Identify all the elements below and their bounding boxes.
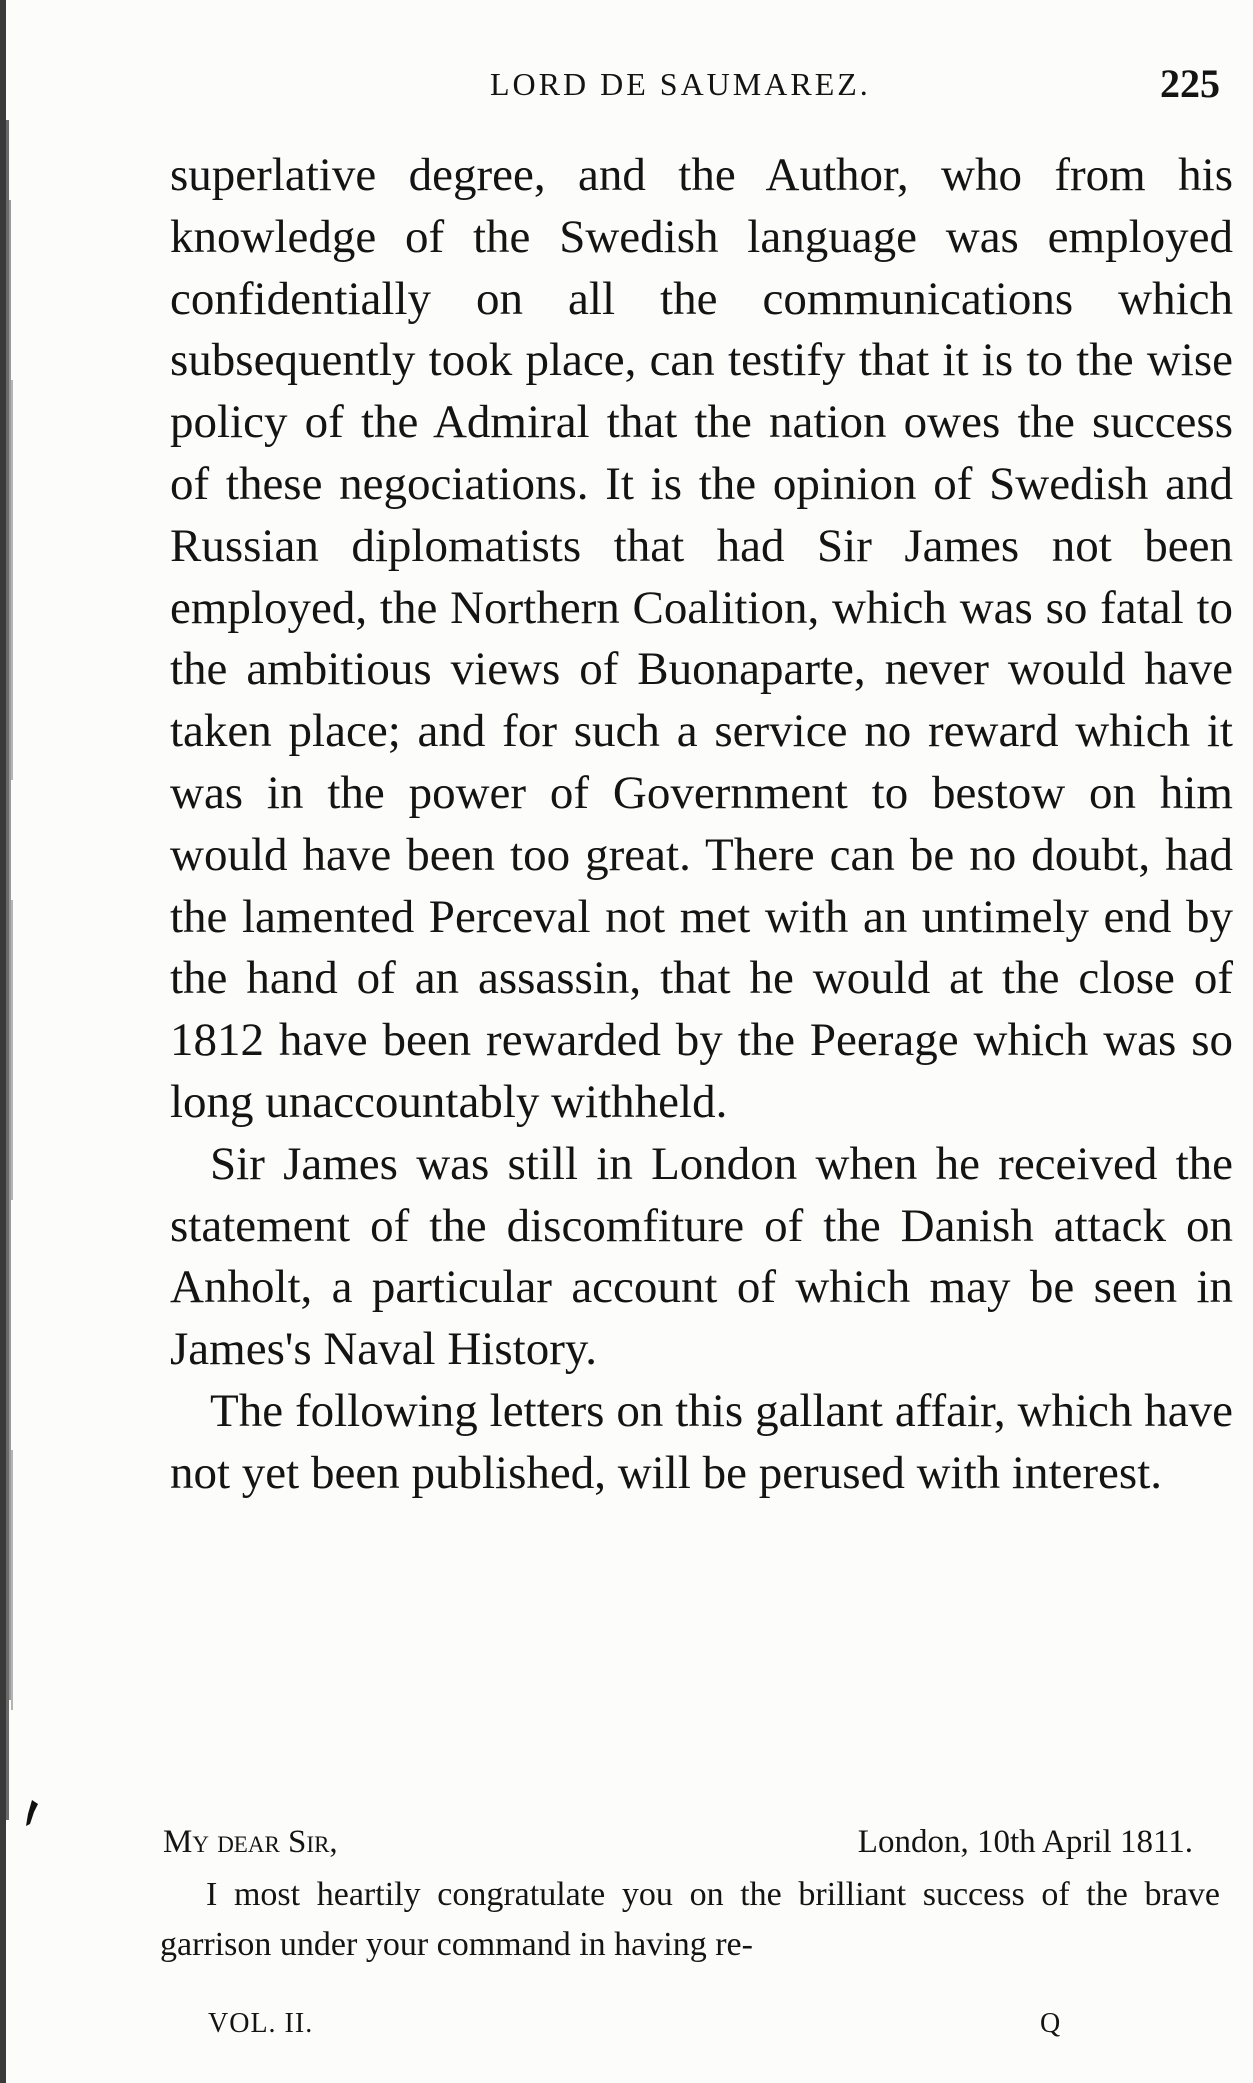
volume-mark: VOL. II. xyxy=(208,2008,314,2039)
paragraph: Sir James was still in London when he received the statement of the discomfiture of the Danish attack on Anholt, a particular account of which may be seen in James's Naval History. xyxy=(170,1137,1233,1376)
signature-letter: Q xyxy=(1040,2008,1061,2039)
letter-salutation: My dear Sir, xyxy=(163,1824,338,1860)
letter-body xyxy=(160,1870,1220,1970)
letter-dateline: London, 10th April 1811. xyxy=(857,1824,1193,1860)
page-number: 225 xyxy=(1160,61,1220,106)
paragraph-continued: superlative degree, and the Author, who from his knowledge of the Swedish language was employed confidentially on all the communications which subsequently took place, can testify that it is to the wise policy of the Admiral that the nation owes the success of these negociations. It is the opinion of Swedish and Russian diplomatists that had Sir James not been employed, the Northern Coalition, which was so fatal to the ambitious views of Buonaparte, never would have taken place; and for such a service no reward which it was in the power of Government to bestow on him would have been too great. There can be no doubt, had the lamented Perceval not met with an untimely end by the hand of an assassin, that he would at the close of 1812 have been rewarded by the Peerage which was so long unaccountably withheld. xyxy=(170,149,1233,1128)
paragraph: The following letters on this gallant affair, which have not yet been published, will be perused with interest. xyxy=(170,1384,1233,1499)
ink-blot-mark xyxy=(20,1800,40,1828)
binding-edge-shadow xyxy=(0,0,30,2083)
running-head: LORD DE SAUMAREZ. xyxy=(490,66,871,102)
body-text xyxy=(170,145,1233,1505)
letter-paragraph: I most heartily congratulate you on the brilliant success of the brave garrison under your command in having re- xyxy=(160,1876,1220,1963)
